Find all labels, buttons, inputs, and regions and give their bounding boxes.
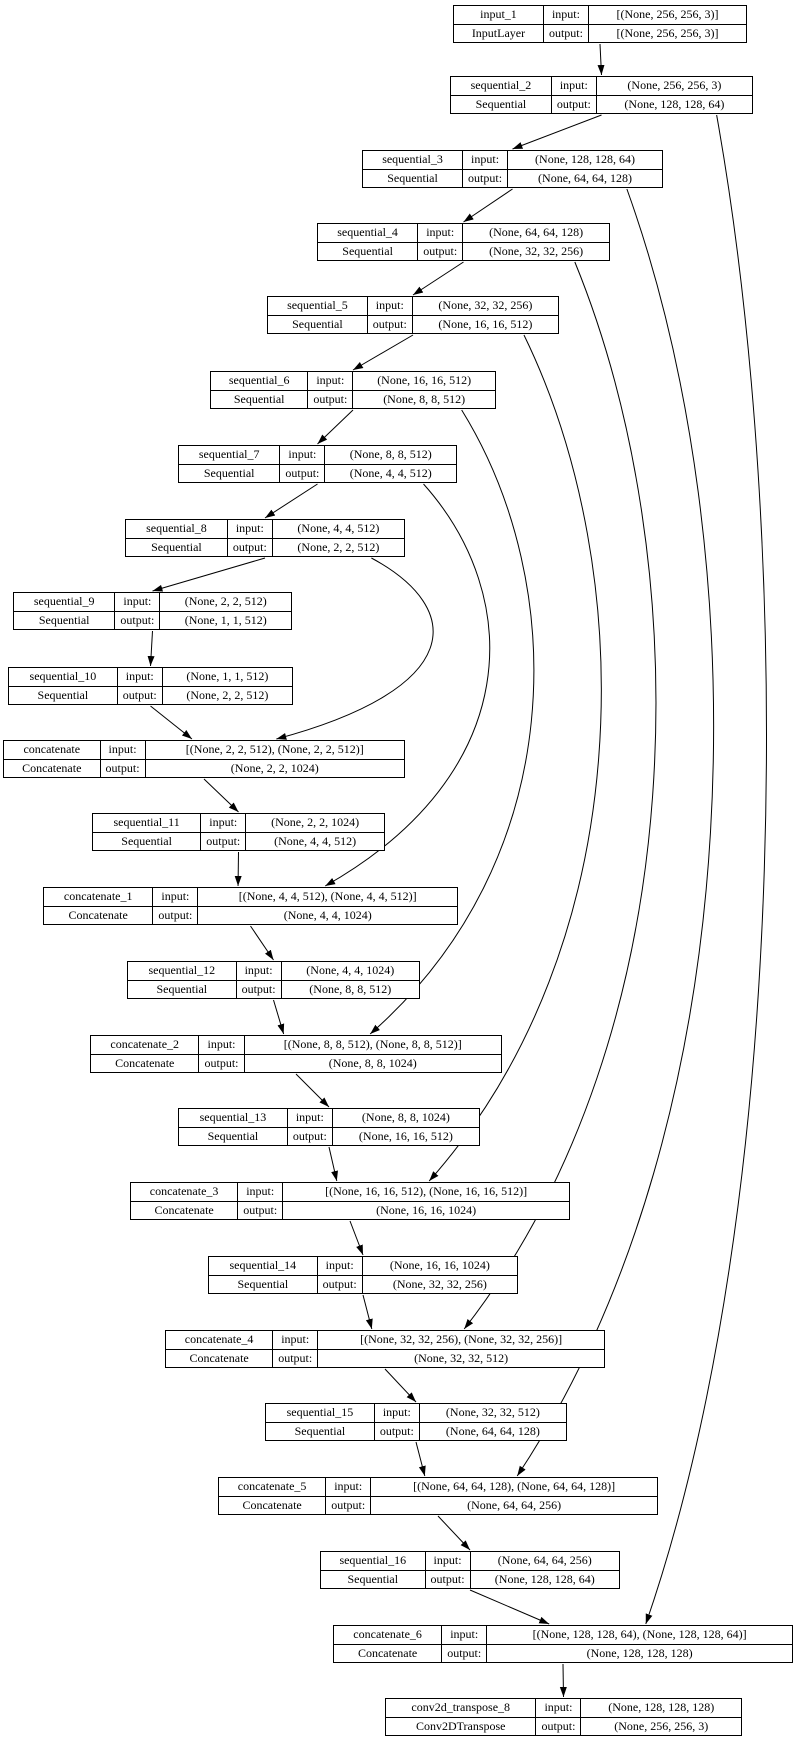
output-shape: (None, 4, 4, 512)	[246, 832, 385, 851]
input-shape: [(None, 8, 8, 512), (None, 8, 8, 512)]	[244, 1036, 502, 1055]
input-label: input:	[367, 297, 412, 316]
layer-name: conv2d_transpose_8	[386, 1699, 536, 1718]
output-label: output:	[227, 538, 272, 557]
layer-type: Sequential	[266, 1422, 375, 1441]
layer-node-sequential_14	[208, 1256, 518, 1294]
layer-type: Sequential	[179, 464, 280, 483]
input-label: input:	[317, 1257, 362, 1276]
layer-name: input_1	[454, 6, 544, 25]
layer-node-sequential_10	[8, 667, 293, 705]
layer-node-sequential_9	[13, 592, 292, 630]
input-shape: (None, 8, 8, 512)	[325, 446, 457, 465]
edge-concatenate_3-to-sequential_14	[350, 1221, 363, 1255]
layer-node-concatenate_1	[43, 887, 458, 925]
layer-type: Sequential	[451, 95, 552, 114]
layer-node-sequential_5	[267, 296, 559, 334]
layer-node-input_1	[453, 5, 747, 43]
input-label: input:	[238, 1183, 283, 1202]
output-shape: (None, 16, 16, 512)	[332, 1127, 479, 1146]
layer-type: InputLayer	[454, 24, 544, 43]
input-label: input:	[374, 1404, 419, 1423]
output-label: output:	[543, 24, 588, 43]
output-shape: (None, 4, 4, 512)	[325, 464, 457, 483]
layer-node-sequential_15	[265, 1403, 567, 1441]
layer-name: sequential_3	[363, 151, 463, 170]
layer-name: sequential_5	[268, 297, 368, 316]
input-shape: (None, 64, 64, 256)	[470, 1552, 619, 1571]
input-shape: [(None, 32, 32, 256), (None, 32, 32, 256)]	[318, 1331, 605, 1350]
input-label: input:	[463, 151, 508, 170]
input-label: input:	[115, 593, 160, 612]
output-shape: (None, 64, 64, 128)	[419, 1422, 566, 1441]
output-shape: (None, 8, 8, 1024)	[244, 1054, 502, 1073]
output-label: output:	[418, 242, 463, 261]
output-label: output:	[100, 759, 145, 778]
layer-node-sequential_12	[127, 961, 420, 999]
layer-node-sequential_4	[317, 223, 610, 261]
output-label: output:	[201, 832, 246, 851]
layer-name: sequential_8	[126, 520, 228, 539]
input-shape: (None, 2, 2, 512)	[160, 593, 292, 612]
edge-concatenate_1-to-sequential_12	[251, 926, 274, 960]
layer-name: sequential_6	[211, 372, 308, 391]
output-label: output:	[463, 169, 508, 188]
layer-name: concatenate_3	[131, 1183, 238, 1202]
edge-concatenate_5-to-sequential_16	[438, 1516, 470, 1550]
layer-name: sequential_2	[451, 77, 552, 96]
layer-type: Sequential	[318, 242, 418, 261]
input-shape: (None, 16, 16, 512)	[353, 372, 496, 391]
edge-sequential_16-to-concatenate_6	[470, 1590, 549, 1624]
output-label: output:	[308, 390, 353, 409]
layer-name: sequential_15	[266, 1404, 375, 1423]
output-label: output:	[236, 980, 281, 999]
layer-name: concatenate_2	[91, 1036, 199, 1055]
input-shape: [(None, 16, 16, 512), (None, 16, 16, 512)]	[283, 1183, 570, 1202]
layer-node-sequential_7	[178, 445, 457, 483]
layer-name: sequential_16	[321, 1552, 426, 1571]
layer-type: Concatenate	[334, 1644, 442, 1663]
layer-name: sequential_13	[179, 1109, 288, 1128]
layer-node-sequential_3	[362, 150, 663, 188]
output-label: output:	[374, 1422, 419, 1441]
output-label: output:	[317, 1275, 362, 1294]
layer-name: sequential_12	[128, 962, 237, 981]
input-label: input:	[236, 962, 281, 981]
layer-name: sequential_9	[14, 593, 115, 612]
input-shape: (None, 4, 4, 512)	[272, 520, 404, 539]
output-label: output:	[280, 464, 325, 483]
output-label: output:	[442, 1644, 487, 1663]
output-label: output:	[115, 611, 160, 630]
edge-concatenate_2-to-sequential_13	[296, 1074, 329, 1107]
input-label: input:	[551, 77, 596, 96]
input-shape: [(None, 256, 256, 3)]	[588, 6, 746, 25]
output-shape: (None, 8, 8, 512)	[353, 390, 496, 409]
output-label: output:	[273, 1349, 318, 1368]
output-shape: (None, 2, 2, 1024)	[145, 759, 404, 778]
input-label: input:	[100, 741, 145, 760]
layer-type: Sequential	[179, 1127, 288, 1146]
layer-type: Sequential	[126, 538, 228, 557]
edge-concatenate_6-to-conv2d_transpose_8	[563, 1664, 564, 1697]
input-label: input:	[308, 372, 353, 391]
input-label: input:	[201, 814, 246, 833]
output-label: output:	[367, 315, 412, 334]
input-label: input:	[280, 446, 325, 465]
output-shape: (None, 64, 64, 256)	[371, 1496, 658, 1515]
input-label: input:	[536, 1699, 581, 1718]
edge-sequential_3-to-sequential_4	[464, 189, 513, 222]
output-shape: (None, 2, 2, 512)	[272, 538, 404, 557]
layer-node-conv2d_transpose_8	[385, 1698, 742, 1736]
edge-sequential_4-to-sequential_5	[413, 262, 464, 295]
edge-sequential_8-to-concatenate	[276, 558, 433, 739]
layer-type: Sequential	[268, 315, 368, 334]
layer-name: concatenate_6	[334, 1626, 442, 1645]
layer-type: Sequential	[9, 686, 118, 705]
input-label: input:	[287, 1109, 332, 1128]
layer-node-sequential_13	[178, 1108, 480, 1146]
layer-name: sequential_10	[9, 668, 118, 687]
layer-type: Sequential	[211, 390, 308, 409]
edge-sequential_15-to-concatenate_5	[416, 1442, 425, 1476]
output-shape: (None, 1, 1, 512)	[160, 611, 292, 630]
input-label: input:	[117, 668, 162, 687]
output-shape: (None, 128, 128, 128)	[487, 1644, 793, 1663]
layer-type: Concatenate	[4, 759, 101, 778]
layer-type: Concatenate	[166, 1349, 273, 1368]
output-shape: [(None, 256, 256, 3)]	[588, 24, 746, 43]
edge-sequential_13-to-concatenate_3	[329, 1147, 337, 1181]
layer-type: Concatenate	[131, 1201, 238, 1220]
input-label: input:	[326, 1478, 371, 1497]
layer-name: concatenate_1	[44, 888, 153, 907]
output-label: output:	[425, 1570, 470, 1589]
layer-type: Concatenate	[91, 1054, 199, 1073]
output-shape: (None, 16, 16, 512)	[412, 315, 558, 334]
input-shape: [(None, 128, 128, 64), (None, 128, 128, 64)]	[487, 1626, 793, 1645]
output-shape: (None, 64, 64, 128)	[508, 169, 663, 188]
layer-type: Concatenate	[44, 906, 153, 925]
layer-name: concatenate_5	[219, 1478, 326, 1497]
output-shape: (None, 16, 16, 1024)	[283, 1201, 570, 1220]
edge-sequential_6-to-sequential_7	[318, 410, 354, 444]
layer-type: Sequential	[209, 1275, 318, 1294]
edge-sequential_4-to-concatenate_4	[464, 262, 656, 1329]
input-label: input:	[273, 1331, 318, 1350]
layer-type: Concatenate	[219, 1496, 326, 1515]
layer-name: concatenate	[4, 741, 101, 760]
layer-node-sequential_11	[92, 813, 385, 851]
layer-node-sequential_6	[210, 371, 496, 409]
input-label: input:	[199, 1036, 244, 1055]
layer-name: sequential_4	[318, 224, 418, 243]
edge-sequential_9-to-sequential_10	[151, 631, 153, 666]
edges-group	[151, 44, 767, 1697]
edge-sequential_14-to-concatenate_4	[363, 1295, 372, 1329]
input-shape: (None, 32, 32, 256)	[412, 297, 558, 316]
input-shape: (None, 1, 1, 512)	[162, 668, 292, 687]
layer-type: Sequential	[128, 980, 237, 999]
output-shape: (None, 32, 32, 256)	[362, 1275, 517, 1294]
output-label: output:	[551, 95, 596, 114]
layer-node-concatenate	[3, 740, 405, 778]
output-label: output:	[153, 906, 198, 925]
input-shape: [(None, 2, 2, 512), (None, 2, 2, 512)]	[145, 741, 404, 760]
input-label: input:	[227, 520, 272, 539]
input-shape: (None, 4, 4, 1024)	[281, 962, 419, 981]
layer-node-concatenate_6	[333, 1625, 793, 1663]
layer-node-concatenate_4	[165, 1330, 605, 1368]
output-label: output:	[199, 1054, 244, 1073]
layer-node-sequential_8	[125, 519, 405, 557]
input-shape: (None, 8, 8, 1024)	[332, 1109, 479, 1128]
edge-sequential_8-to-sequential_9	[153, 558, 266, 591]
layer-node-sequential_16	[320, 1551, 620, 1589]
layer-type: Sequential	[14, 611, 115, 630]
output-shape: (None, 32, 32, 512)	[318, 1349, 605, 1368]
output-shape: (None, 8, 8, 512)	[281, 980, 419, 999]
output-shape: (None, 256, 256, 3)	[581, 1717, 742, 1736]
edge-input_1-to-sequential_2	[600, 44, 602, 75]
output-shape: (None, 4, 4, 1024)	[198, 906, 458, 925]
layer-node-concatenate_5	[218, 1477, 658, 1515]
input-shape: (None, 16, 16, 1024)	[362, 1257, 517, 1276]
input-label: input:	[543, 6, 588, 25]
input-shape: (None, 64, 64, 128)	[463, 224, 610, 243]
output-label: output:	[326, 1496, 371, 1515]
edge-concatenate-to-sequential_11	[204, 779, 239, 812]
edge-concatenate_4-to-sequential_15	[385, 1369, 416, 1402]
layer-type: Conv2DTranspose	[386, 1717, 536, 1736]
input-label: input:	[418, 224, 463, 243]
input-shape: (None, 32, 32, 512)	[419, 1404, 566, 1423]
input-shape: [(None, 4, 4, 512), (None, 4, 4, 512)]	[198, 888, 458, 907]
layer-type: Sequential	[321, 1570, 426, 1589]
output-shape: (None, 2, 2, 512)	[162, 686, 292, 705]
layer-node-concatenate_2	[90, 1035, 502, 1073]
edge-sequential_2-to-sequential_3	[513, 115, 602, 149]
edge-sequential_5-to-sequential_6	[353, 335, 413, 370]
input-shape: (None, 256, 256, 3)	[596, 77, 752, 96]
layer-node-concatenate_3	[130, 1182, 570, 1220]
input-label: input:	[425, 1552, 470, 1571]
input-shape: (None, 128, 128, 64)	[508, 151, 663, 170]
output-label: output:	[238, 1201, 283, 1220]
output-shape: (None, 32, 32, 256)	[463, 242, 610, 261]
output-label: output:	[287, 1127, 332, 1146]
edge-sequential_12-to-concatenate_2	[274, 1000, 284, 1034]
output-label: output:	[117, 686, 162, 705]
edge-sequential_10-to-concatenate	[151, 706, 192, 739]
edge-sequential_2-to-concatenate_6	[646, 115, 767, 1624]
layer-name: sequential_14	[209, 1257, 318, 1276]
layer-type: Sequential	[363, 169, 463, 188]
edge-sequential_6-to-concatenate_2	[370, 410, 534, 1034]
layer-type: Sequential	[93, 832, 201, 851]
output-shape: (None, 128, 128, 64)	[470, 1570, 619, 1589]
input-shape: [(None, 64, 64, 128), (None, 64, 64, 128)]	[371, 1478, 658, 1497]
input-label: input:	[153, 888, 198, 907]
edge-sequential_7-to-sequential_8	[265, 484, 318, 518]
layer-name: sequential_11	[93, 814, 201, 833]
layer-name: sequential_7	[179, 446, 280, 465]
layer-node-sequential_2	[450, 76, 753, 114]
input-label: input:	[442, 1626, 487, 1645]
output-shape: (None, 128, 128, 64)	[596, 95, 752, 114]
input-shape: (None, 2, 2, 1024)	[246, 814, 385, 833]
output-label: output:	[536, 1717, 581, 1736]
layer-name: concatenate_4	[166, 1331, 273, 1350]
input-shape: (None, 128, 128, 128)	[581, 1699, 742, 1718]
